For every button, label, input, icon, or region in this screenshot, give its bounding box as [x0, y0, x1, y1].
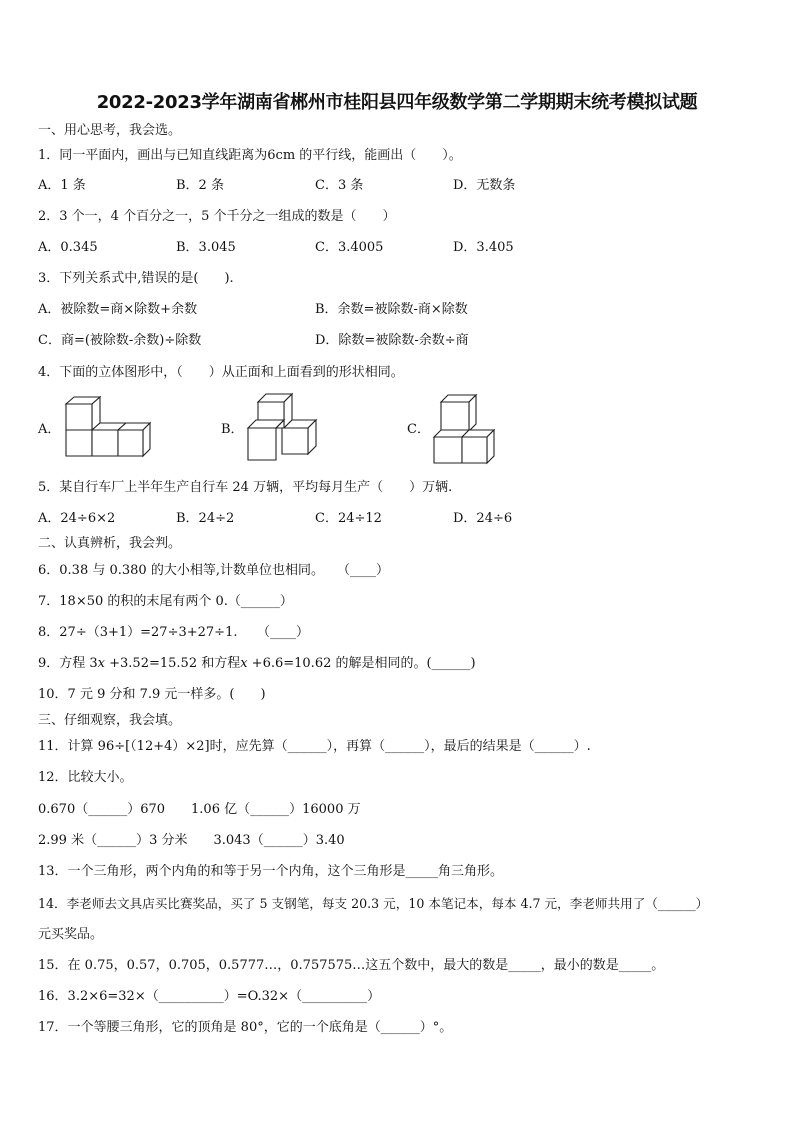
question-10[interactable]: 10．7 元 9 分和 7.9 元一样多。( ): [38, 687, 266, 702]
question-13[interactable]: 13．一个三角形，两个内角的和等于另一个内角，这个三角形是_____角三角形。: [38, 864, 504, 879]
q3-option-d[interactable]: D．除数=被除数-余数÷商: [315, 333, 469, 348]
question-6[interactable]: 6．0.38 与 0.380 的大小相等,计数单位也相同。 （____）: [38, 563, 389, 578]
q1-option-c[interactable]: C．3 条: [315, 178, 364, 193]
q5-option-c[interactable]: C．24÷12: [315, 511, 382, 526]
question-12-row-1[interactable]: 0.670（______）670 1.06 亿（______）16000 万: [38, 802, 361, 817]
q1-option-a[interactable]: A．1 条: [38, 178, 86, 193]
question-8[interactable]: 8．27÷（3+1）=27÷3+27÷1. （____）: [38, 625, 309, 640]
question-5-stem: 5．某自行车厂上半年生产自行车 24 万辆，平均每月生产（ ）万辆.: [38, 480, 453, 495]
question-1-stem: 1．同一平面内，画出与已知直线距离为6cm 的平行线，能画出（ ）。: [38, 148, 462, 163]
question-14-line-1[interactable]: 14．李老师去文具店买比赛奖品，买了 5 支钢笔，每支 20.3 元，10 本笔记本，每本 4.7 元，李老师共用了（______）: [38, 896, 709, 911]
q5-option-a[interactable]: A．24÷6×2: [38, 511, 116, 526]
q4-option-a-figure[interactable]: [60, 394, 155, 464]
q4-option-a-label[interactable]: A．: [38, 422, 61, 437]
question-9[interactable]: 9．方程 3𝑥 +3.52=15.52 和方程𝑥 +6.6=10.62 的解是相同的。(______): [38, 656, 476, 671]
q2-option-a[interactable]: A．0.345: [38, 240, 98, 255]
q2-option-d[interactable]: D．3.405: [453, 240, 514, 255]
section-heading: 一、用心思考，我会选。: [38, 123, 182, 138]
q2-option-c[interactable]: C．3.4005: [315, 240, 384, 255]
q4-option-b-label[interactable]: B．: [221, 422, 244, 437]
q3-option-c[interactable]: C．商=(被除数-余数)÷除数: [38, 333, 202, 348]
q4-option-c-figure[interactable]: [430, 392, 500, 467]
q3-option-b[interactable]: B．余数=被除数-商×除数: [315, 302, 468, 317]
section-heading: 三、仔细观察，我会填。: [38, 713, 182, 728]
question-15[interactable]: 15．在 0.75，0.57，0.705，0.5777…，0.757575…这五个数中，最大的数是_____，最小的数是_____。: [38, 958, 665, 973]
question-16[interactable]: 16．3.2×6=32×（__________）=O.32×（__________）: [38, 989, 381, 1004]
q1-option-d[interactable]: D．无数条: [453, 178, 516, 193]
q5-option-d[interactable]: D．24÷6: [453, 511, 513, 526]
question-12-row-2[interactable]: 2.99 米（______）3 分米 3.043（______）3.40: [38, 833, 345, 848]
q4-option-b-figure[interactable]: [246, 390, 321, 465]
question-17[interactable]: 17．一个等腰三角形，它的顶角是 80°，它的一个底角是（______）°。: [38, 1020, 453, 1035]
question-7[interactable]: 7．18×50 的积的末尾有两个 0.（______）: [38, 594, 293, 609]
question-12-stem: 12．比较大小。: [38, 770, 133, 785]
question-11[interactable]: 11．计算 96÷[（12+4）×2]时，应先算（______），再算（______），最后的结果是（______）.: [38, 739, 591, 754]
question-3-stem: 3．下列关系式中,错误的是( ).: [38, 271, 234, 286]
question-14-line-2: 元买奖品。: [38, 927, 104, 942]
q2-option-b[interactable]: B．3.045: [176, 240, 236, 255]
question-2-stem: 2．3 个一，4 个百分之一，5 个千分之一组成的数是（ ）: [38, 209, 396, 224]
question-4-stem: 4．下面的立体图形中，（ ）从正面和上面看到的形状相同。: [38, 365, 404, 380]
page-title: 2022-2023学年湖南省郴州市桂阳县四年级数学第二学期期末统考模拟试题: [96, 92, 698, 113]
q5-option-b[interactable]: B．24÷2: [176, 511, 235, 526]
section-heading: 二、认真辨析，我会判。: [38, 536, 182, 551]
q3-option-a[interactable]: A．被除数=商×除数+余数: [38, 302, 198, 317]
q4-option-c-label[interactable]: C．: [407, 422, 430, 437]
q1-option-b[interactable]: B．2 条: [176, 178, 224, 193]
